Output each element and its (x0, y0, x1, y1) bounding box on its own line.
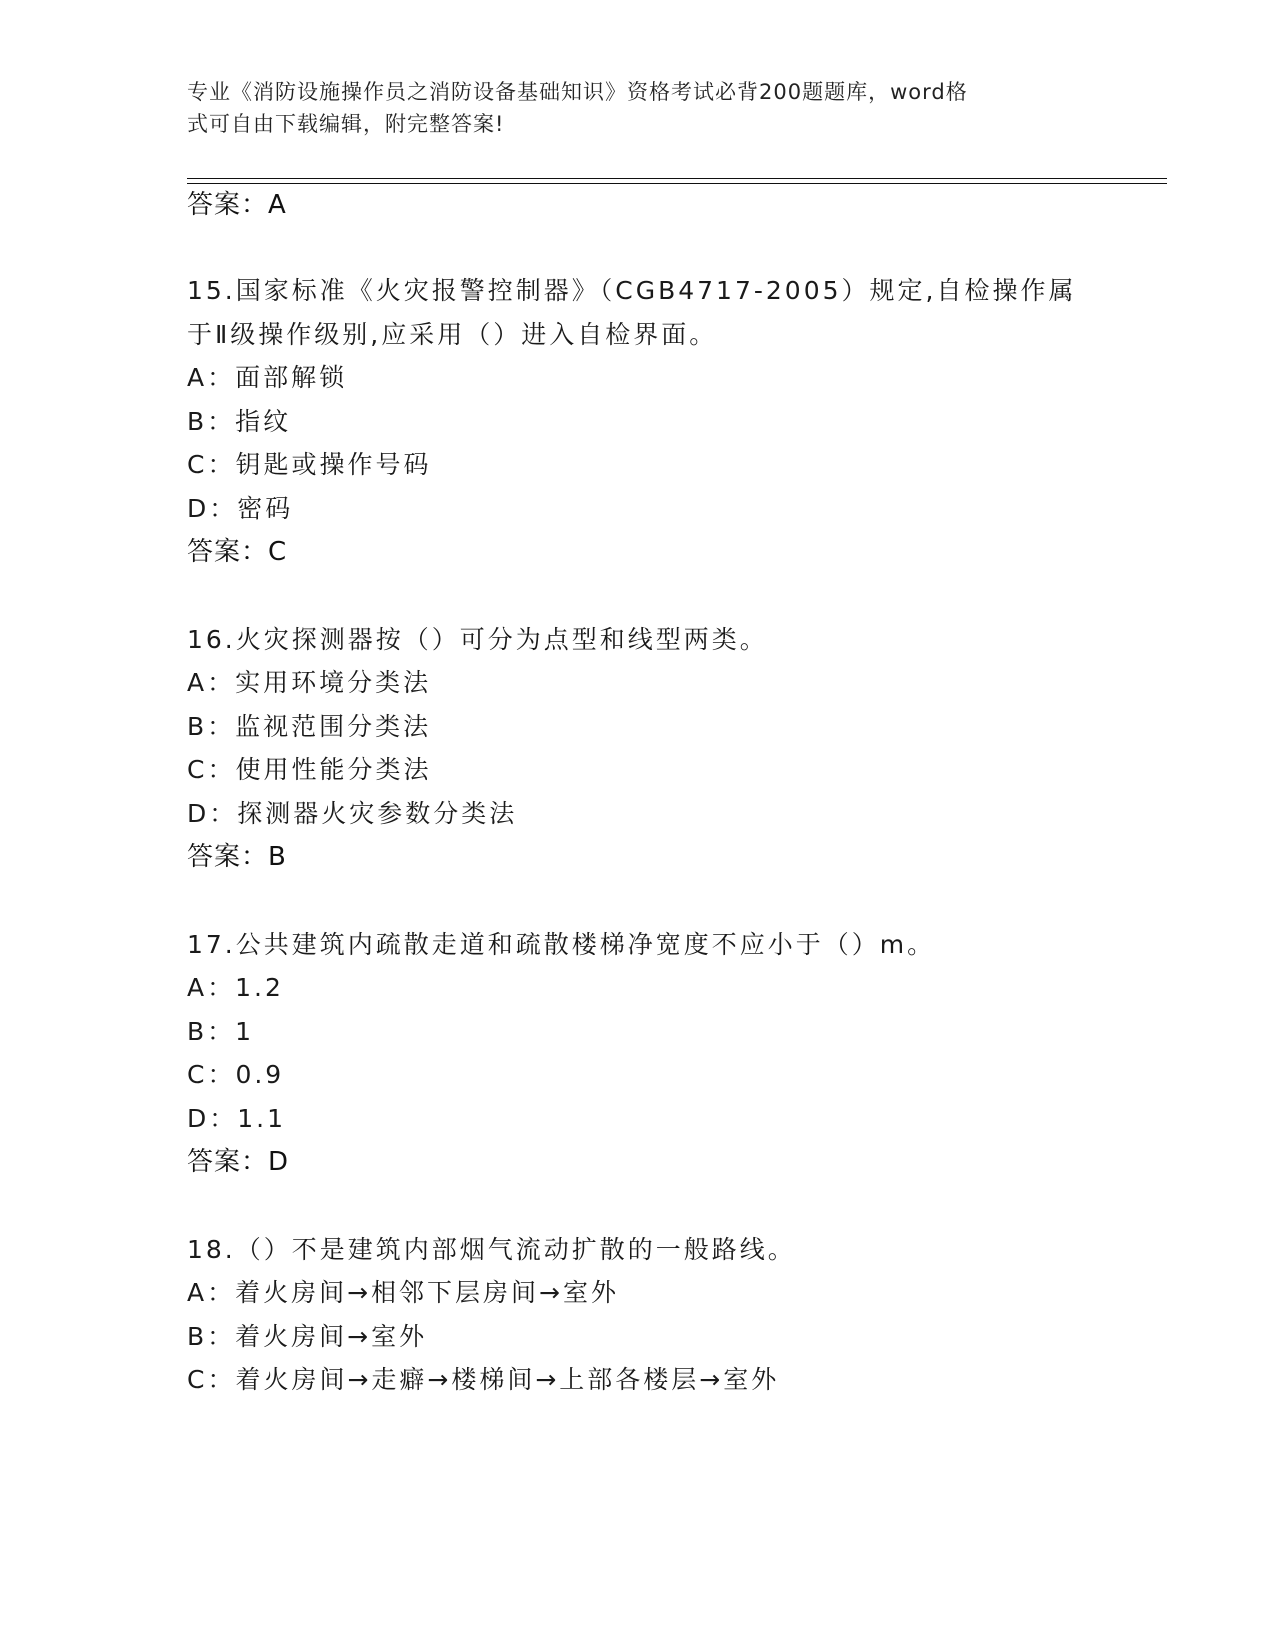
question-16-text: 16.火灾探测器按（）可分为点型和线型两类。 (187, 625, 768, 654)
question-18-option-c: C：着火房间→走癖→楼梯间→上部各楼层→室外 (187, 1365, 780, 1394)
question-16-option-b: B：监视范围分类法 (187, 712, 432, 741)
answer-q14: 答案：A (187, 190, 287, 220)
question-15-option-a: A：面部解锁 (187, 363, 348, 392)
question-15-option-d: D：密码 (187, 494, 294, 523)
question-16-option-d: D：探测器火灾参数分类法 (187, 799, 518, 828)
header-line-1: 专业《消防设施操作员之消防设备基础知识》资格考试必背200题题库，word格 (187, 80, 968, 104)
question-17-option-c: C：0.9 (187, 1060, 285, 1089)
question-17-text: 17.公共建筑内疏散走道和疏散楼梯净宽度不应小于（）m。 (187, 930, 936, 959)
question-18-text: 18.（）不是建筑内部烟气流动扩散的一般路线。 (187, 1235, 796, 1264)
header-divider-top (187, 178, 1167, 179)
answer-q16: 答案：B (187, 842, 287, 872)
question-17-option-a: A：1.2 (187, 973, 284, 1002)
question-16-option-c: C：使用性能分类法 (187, 755, 432, 784)
question-15-text-line-2: 于Ⅱ级操作级别,应采用（）进入自检界面。 (187, 320, 718, 349)
question-15-text-line-1: 15.国家标准《火灾报警控制器》（CGB4717-2005）规定,自检操作属 (187, 276, 1077, 305)
question-18-option-b: B：着火房间→室外 (187, 1322, 428, 1351)
question-18-option-a: A：着火房间→相邻下层房间→室外 (187, 1278, 619, 1307)
answer-q17: 答案：D (187, 1147, 290, 1177)
question-16-option-a: A：实用环境分类法 (187, 668, 432, 697)
header-divider-bottom (187, 183, 1167, 184)
question-15-option-c: C：钥匙或操作号码 (187, 450, 432, 479)
document-header (187, 76, 1087, 140)
question-17-option-d: D：1.1 (187, 1104, 287, 1133)
question-15-option-b: B：指纹 (187, 407, 292, 436)
answer-q15: 答案：C (187, 537, 288, 567)
question-17-option-b: B：1 (187, 1017, 255, 1046)
header-line-2: 式可自由下载编辑，附完整答案! (187, 112, 505, 136)
